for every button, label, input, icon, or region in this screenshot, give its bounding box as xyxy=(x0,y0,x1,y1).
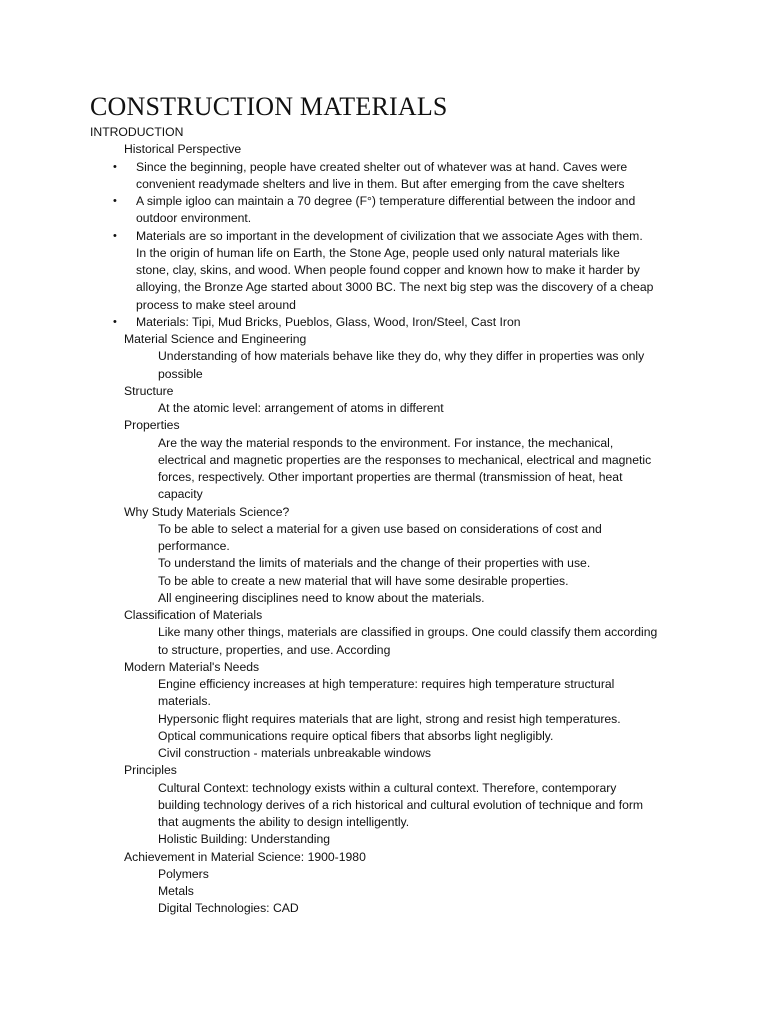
bullet-marker: • xyxy=(113,229,117,242)
section-body-line: possible xyxy=(158,366,203,381)
section-body-line: capacity xyxy=(158,487,203,502)
section-body-line: materials. xyxy=(158,694,211,709)
section-body-line: Polymers xyxy=(158,866,209,881)
section-subheading: Modern Material's Needs xyxy=(124,659,260,674)
section-heading-introduction: INTRODUCTION xyxy=(90,125,184,139)
section-body-line: Like many other things, materials are classified in groups. One could classify them according xyxy=(158,625,658,640)
bullet-item-text: process to make steel around xyxy=(136,297,296,312)
section-body-line: Hypersonic flight requires materials that are light, strong and resist high temperatures. xyxy=(158,711,621,726)
bullet-marker: • xyxy=(113,195,117,207)
bullet-item-text: convenient readymade shelters and live in them. But after emerging from the cave shelters xyxy=(136,176,625,191)
section-body-line: building technology derives of a rich historical and cultural evolution of technique and form xyxy=(158,797,644,812)
bullet-item-text: outdoor environment. xyxy=(136,211,252,226)
section-body-line: performance. xyxy=(158,539,230,553)
section-body-line: All engineering disciplines need to know about the materials. xyxy=(158,590,485,605)
section-body-line: Holistic Building: Understanding xyxy=(158,832,331,847)
section-body-line: forces, respectively. Other important properties are thermal (transmission of heat, heat xyxy=(158,470,623,484)
page-title: CONSTRUCTION MATERIALS xyxy=(90,92,448,121)
section-subheading: Principles xyxy=(124,763,177,778)
section-subheading: Material Science and Engineering xyxy=(124,332,307,346)
bullet-item-text: Since the beginning, people have created shelter out of whatever was at hand. Caves were xyxy=(136,159,628,174)
section-subheading: Structure xyxy=(124,383,174,398)
section-body-line: that augments the ability to design intelligently. xyxy=(158,815,410,829)
section-body-line: Understanding of how materials behave like they do, why they differ in properties was only xyxy=(158,349,645,364)
bullet-item-text: In the origin of human life on Earth, the Stone Age, people used only natural materials like xyxy=(136,245,620,260)
bullet-item-text: Materials: Tipi, Mud Bricks, Pueblos, Glass, Wood, Iron/Steel, Cast Iron xyxy=(136,314,521,329)
section-body-line: Optical communications require optical fibers that absorbs light negligibly. xyxy=(158,728,554,743)
section-subheading: Achievement in Material Science: 1900-1980 xyxy=(124,849,366,864)
bullet-item-text: A simple igloo can maintain a 70 degree (F°) temperature differential between the indoor and xyxy=(136,194,636,208)
section-subheading: Classification of Materials xyxy=(124,608,263,622)
section-subheading: Properties xyxy=(124,418,180,433)
section-body-line: Digital Technologies: CAD xyxy=(158,901,299,916)
section-body-line: Engine efficiency increases at high temperature: requires high temperature structural xyxy=(158,677,615,691)
bullet-item-text: alloying, the Bronze Age started about 3000 BC. The next big step was the discovery of a cheap xyxy=(136,280,654,295)
bullet-marker: • xyxy=(113,315,117,328)
section-body-line: to structure, properties, and use. According xyxy=(158,642,391,657)
section-subheading: Why Study Materials Science? xyxy=(124,504,290,519)
section-body-line: To be able to select a material for a given use based on considerations of cost and xyxy=(158,521,602,536)
subheading-historical-perspective: Historical Perspective xyxy=(124,142,242,157)
section-body-line: At the atomic level: arrangement of atoms in different xyxy=(158,401,444,415)
section-body-line: To understand the limits of materials and the change of their properties with use. xyxy=(158,556,591,571)
section-body-line: To be able to create a new material that will have some desirable properties. xyxy=(158,573,569,588)
section-body-line: Civil construction - materials unbreakable windows xyxy=(158,746,431,760)
section-body-line: Are the way the material responds to the environment. For instance, the mechanical, xyxy=(158,435,614,450)
bullet-item-text: Materials are so important in the development of civilization that we associate Ages with them. xyxy=(136,228,643,243)
bullet-item-text: stone, clay, skins, and wood. When people found copper and known how to make it harder by xyxy=(136,263,640,277)
section-body-line: Metals xyxy=(158,884,194,898)
bullet-marker: • xyxy=(113,160,117,173)
section-body-line: electrical and magnetic properties are the responses to mechanical, electrical and magnetic xyxy=(158,452,652,467)
section-body-line: Cultural Context: technology exists within a cultural context. Therefore, contemporary xyxy=(158,780,617,795)
